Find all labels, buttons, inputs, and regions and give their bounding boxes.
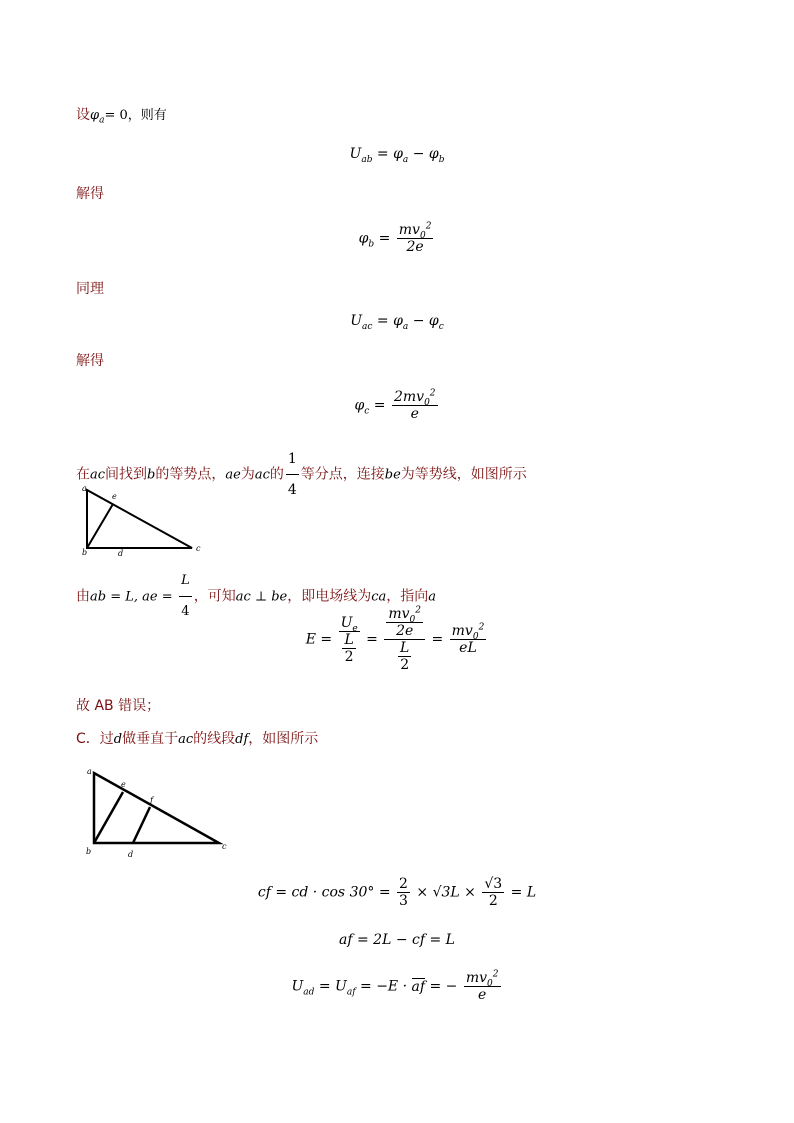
label-f: f bbox=[150, 796, 153, 805]
paragraph-option-c: C．过d做垂直于ac的线段df，如图所示 bbox=[76, 731, 319, 747]
equation-phi-c: $\varphi_c$ = $\frac{2mv_0^2}{e}$ bbox=[354, 388, 436, 422]
paragraph-equipotential: 在ac间找到b的等势点，ae为ac的 $\frac{1}{4}$ 等分点，连接be为等势线，如图所示 bbox=[76, 444, 527, 505]
label-b: b bbox=[86, 847, 92, 856]
segment-df bbox=[133, 807, 150, 843]
label-c: c bbox=[222, 842, 227, 851]
equation-e-field: E = $\frac{U_e}{\frac{L}{2}}$ = $\frac{\frac{mv_0^2}{2e}}{\frac{L}{2}}$ = $\frac{mv_0^2}{eL}$ bbox=[305, 605, 485, 673]
triangle-diagram-2 bbox=[80, 765, 235, 861]
equation-uad: $U_{ad} = U_{af} = -E$ · af = − $\frac{mv_0^2}{e}$ bbox=[291, 969, 499, 1003]
triangle-abc bbox=[87, 490, 192, 548]
fraction-l-over-4: $\frac{L}{4}$ bbox=[179, 566, 192, 627]
text-set: 设 bbox=[76, 107, 90, 123]
paragraph-field-direction: 由ab = L, ae = $\frac{L}{4}$ ，可知ac ⊥ be，即电场线为ca，指向a bbox=[76, 566, 436, 627]
math-phi-a: $\varphi_a$ bbox=[90, 108, 105, 126]
triangle-diagram-1 bbox=[78, 484, 208, 556]
equation-af: af = 2L − cf = L bbox=[339, 932, 455, 948]
label-b: b bbox=[82, 548, 88, 556]
equation-uac: $U_{ac} = \varphi_a - \varphi_c$ bbox=[350, 313, 444, 332]
label-c: c bbox=[196, 544, 201, 553]
label-d: d bbox=[118, 549, 124, 556]
segment-be bbox=[94, 792, 123, 843]
fraction-one-quarter: $\frac{1}{4}$ bbox=[286, 444, 299, 505]
equation-uab: $U_{ab} = \varphi_a - \varphi_b$ bbox=[349, 146, 445, 165]
segment-be bbox=[87, 504, 113, 548]
label-d: d bbox=[128, 850, 134, 859]
paragraph-ab-wrong: 故 AB 错误； bbox=[76, 698, 161, 714]
paragraph-solve-1: 解得 bbox=[76, 186, 104, 202]
paragraph-set-phi-a bbox=[76, 106, 167, 125]
equation-phi-b: $\varphi_b$ = $\frac{mv_0^2}{2e}$ bbox=[358, 221, 432, 255]
equation-cf: cf = cd · cos 30° = $\frac{2}{3}$ × √3L × $\frac{√3}{2}$ = L bbox=[257, 876, 537, 909]
label-e: e bbox=[121, 780, 126, 789]
label-a: a bbox=[82, 484, 87, 493]
label-e: e bbox=[112, 492, 117, 501]
paragraph-similarly: 同理 bbox=[76, 281, 104, 297]
label-a: a bbox=[87, 767, 92, 776]
paragraph-solve-2: 解得 bbox=[76, 353, 104, 369]
text-equals-zero: = 0，则有 bbox=[104, 108, 167, 123]
